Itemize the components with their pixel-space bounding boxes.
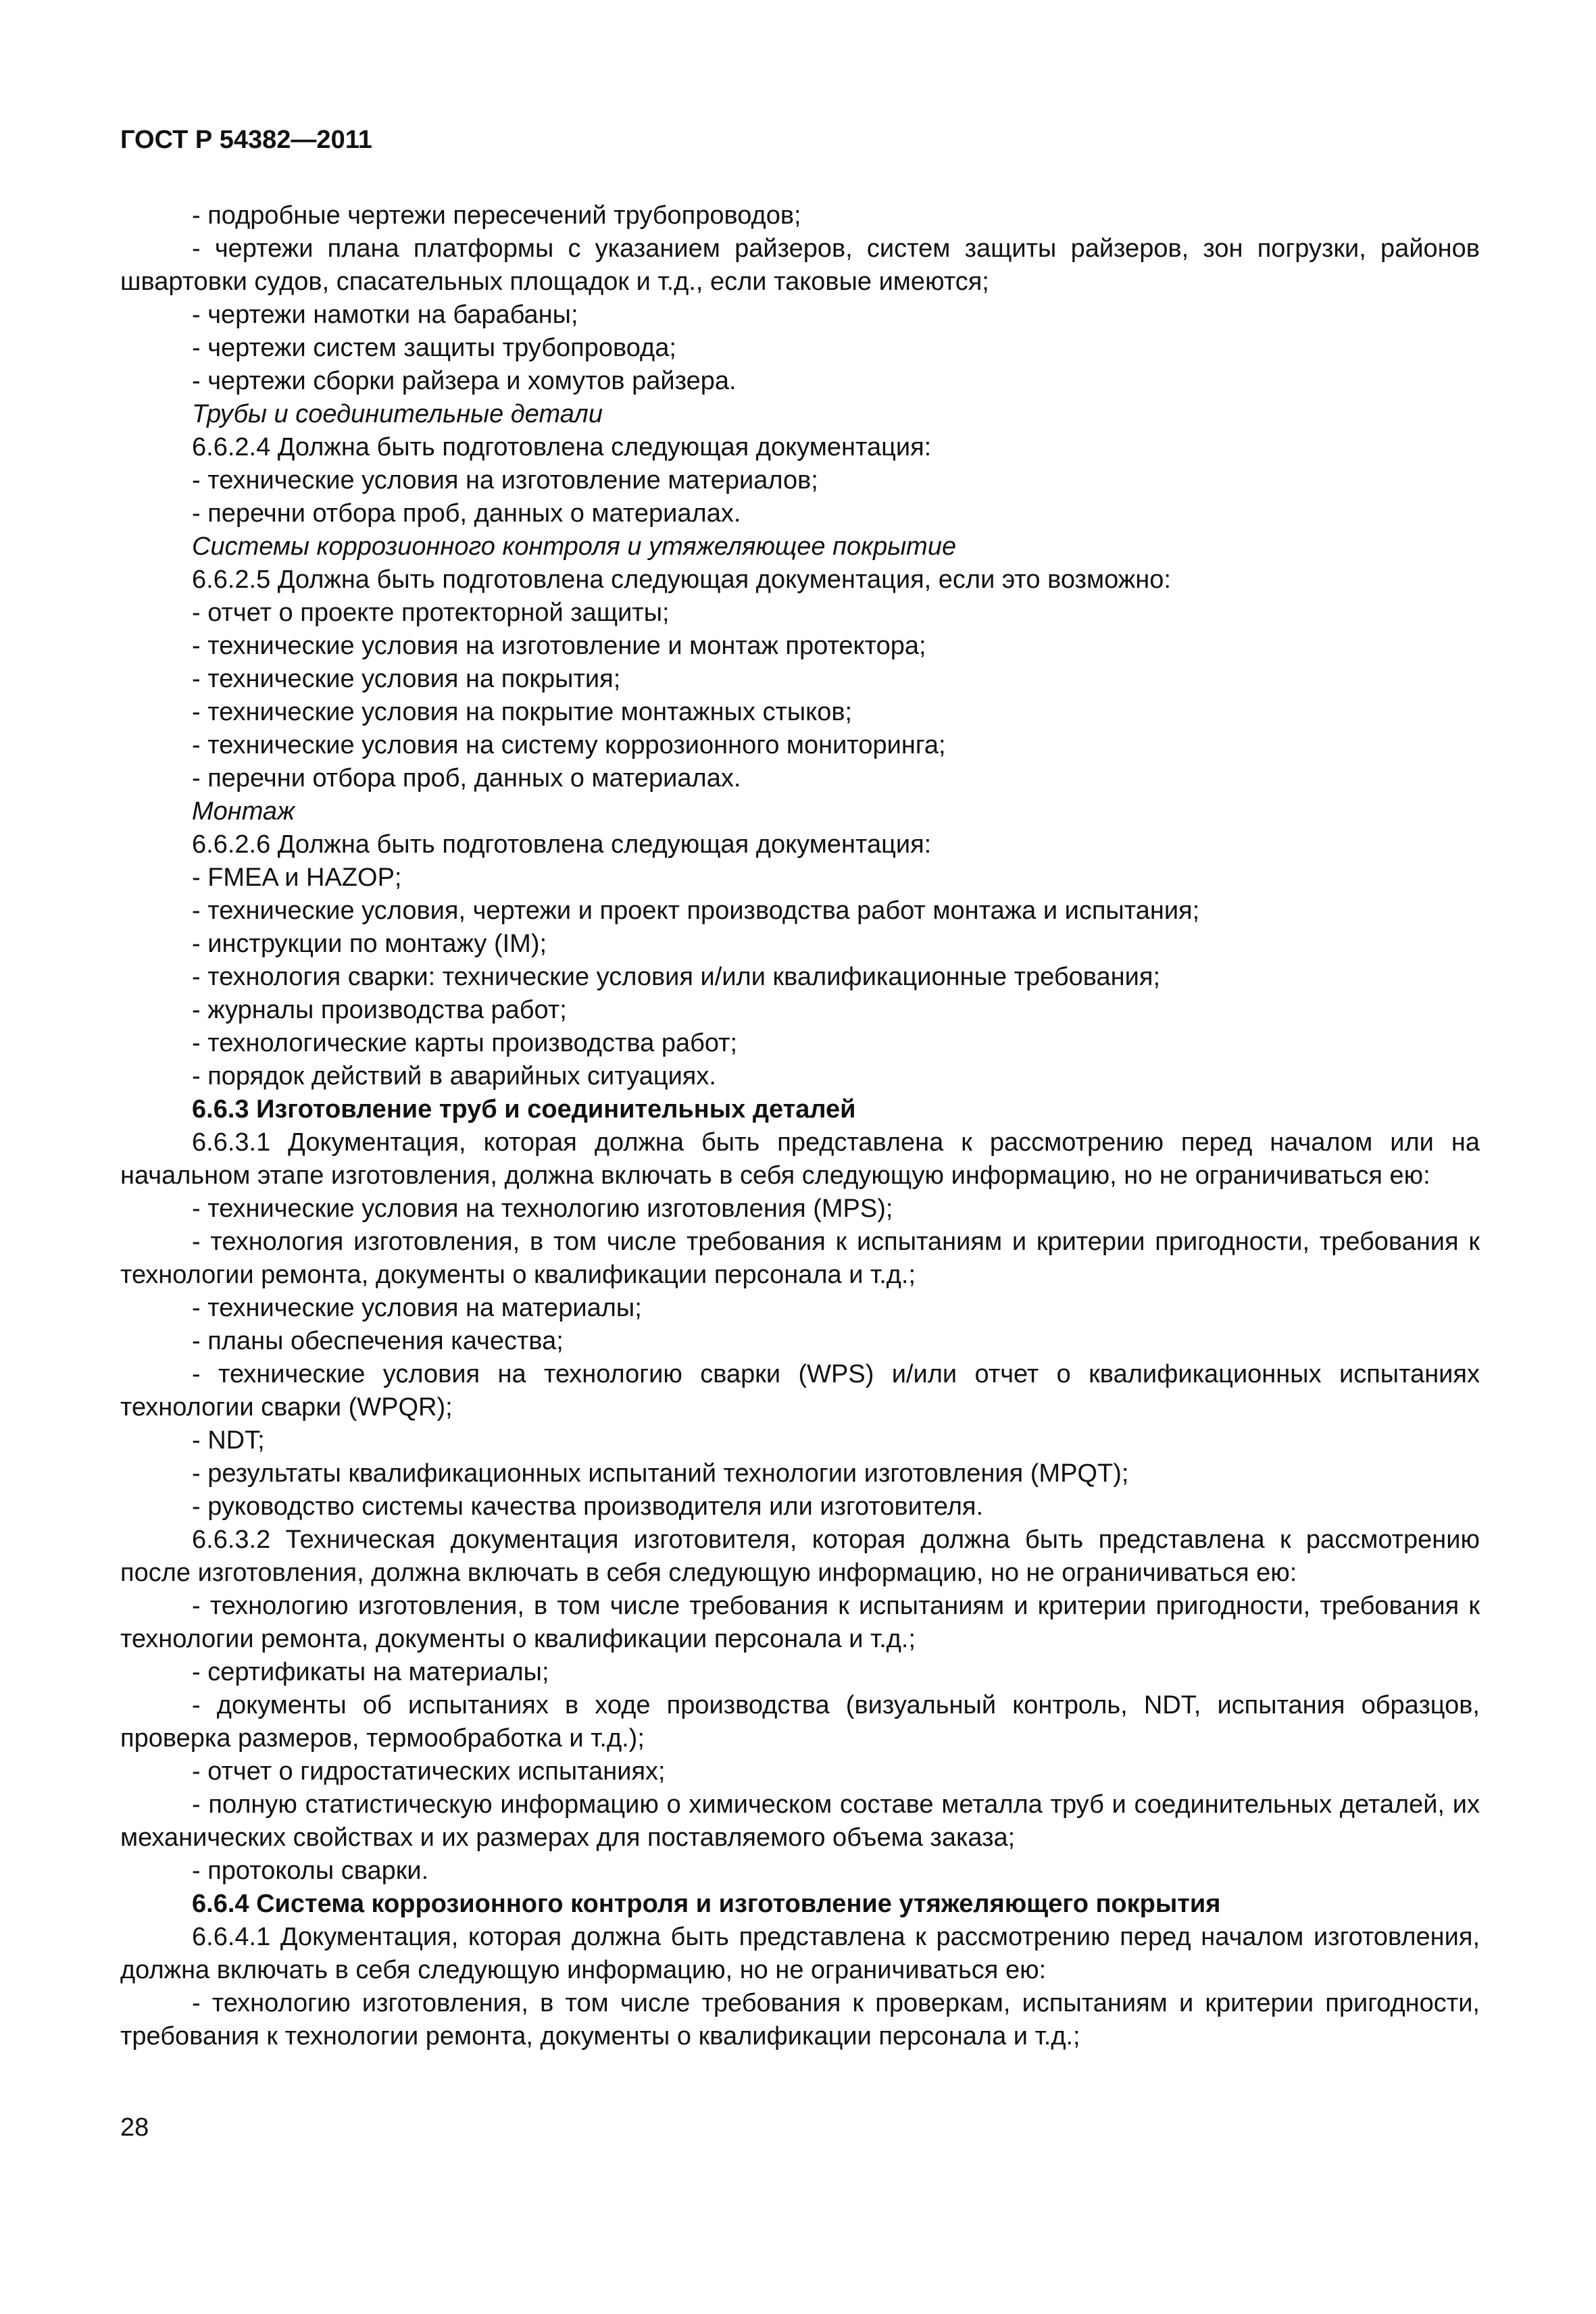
- body-paragraph: 6.6.3.1 Документация, которая должна быть представлена к рассмотрению перед началом или на начальном этапе изготовления, должна включать в себя следующую информацию, но не ограничиваться ею:: [120, 1128, 1480, 1190]
- section-heading: 6.6.4 Система коррозионного контроля и изготовление утяжеляющего покрытия: [192, 1890, 1221, 1918]
- document-code-header: ГОСТ Р 54382—2011: [120, 126, 372, 154]
- body-paragraph: 6.6.2.4 Должна быть подготовлена следующая документация:: [192, 433, 932, 461]
- body-paragraph: - подробные чертежи пересечений трубопроводов;: [192, 201, 801, 230]
- body-paragraph: - технологию изготовления, в том числе требования к испытаниям и критерии пригодности, требования к технологии ремонта, документы о квалификации персонала и т.д.;: [120, 1592, 1480, 1653]
- body-paragraph: - технологические карты производства работ;: [192, 1029, 738, 1057]
- body-paragraph: - перечни отбора проб, данных о материалах.: [192, 764, 741, 793]
- body-paragraph: - полную статистическую информацию о химическом составе металла труб и соединительных деталей, их механических свойствах и их размерах для поставляемого объема заказа;: [120, 1790, 1480, 1852]
- subsection-title: Трубы и соединительные детали: [192, 400, 603, 428]
- body-paragraph: - технические условия на покрытие монтажных стыков;: [192, 698, 853, 726]
- body-paragraph: - NDT;: [192, 1426, 265, 1455]
- body-paragraph: - технические условия на покрытия;: [192, 665, 621, 693]
- body-paragraph: - чертежи систем защиты трубопровода;: [192, 334, 676, 362]
- body-paragraph: - технические условия на технологию изготовления (MPS);: [192, 1194, 893, 1223]
- body-paragraph: - технические условия на изготовление и монтаж протектора;: [192, 632, 926, 660]
- body-paragraph: 6.6.4.1 Документация, которая должна быть представлена к рассмотрению перед началом изготовления, должна включать в себя следующую информацию, но не ограничиваться ею:: [120, 1923, 1480, 1984]
- body-paragraph: - инструкции по монтажу (IM);: [192, 930, 547, 958]
- body-paragraph: - FMEA и HAZOP;: [192, 863, 402, 892]
- body-paragraph: - чертежи плана платформы с указанием райзеров, систем защиты райзеров, зон погрузки, районов швартовки судов, спасательных площадок и т.д., если таковые имеются;: [120, 234, 1480, 296]
- body-paragraph: - технические условия на изготовление материалов;: [192, 466, 818, 495]
- body-paragraph: 6.6.2.6 Должна быть подготовлена следующая документация:: [192, 830, 932, 859]
- body-paragraph: 6.6.3.2 Техническая документация изготовителя, которая должна быть представлена к рассмотрению после изготовления, должна включать в себя следующую информацию, но не ограничиваться ею:: [120, 1526, 1480, 1587]
- body-paragraph: - документы об испытаниях в ходе производства (визуальный контроль, NDT, испытания образцов, проверка размеров, термообработка и т.д.);: [120, 1691, 1480, 1753]
- body-paragraph: - технические условия на технологию сварки (WPS) и/или отчет о квалификационных испытаниях технологии сварки (WPQR);: [120, 1360, 1480, 1422]
- body-paragraph: - технологию изготовления, в том числе требования к проверкам, испытаниям и критерии пригодности, требования к технологии ремонта, документы о квалификации персонала и т.д.;: [120, 1989, 1480, 2051]
- body-paragraph: - журналы производства работ;: [192, 996, 567, 1024]
- body-paragraph: - чертежи сборки райзера и хомутов райзера.: [192, 367, 737, 395]
- body-paragraph: 6.6.2.5 Должна быть подготовлена следующая документация, если это возможно:: [192, 565, 1171, 594]
- subsection-title: Системы коррозионного контроля и утяжеляющее покрытие: [192, 532, 957, 561]
- body-paragraph: - результаты квалификационных испытаний технологии изготовления (MPQT);: [192, 1459, 1129, 1488]
- body-paragraph: - технология изготовления, в том числе требования к испытаниям и критерии пригодности, требования к технологии ремонта, документы о квалификации персонала и т.д.;: [120, 1228, 1480, 1289]
- subsection-title: Монтаж: [192, 797, 295, 826]
- section-heading: 6.6.3 Изготовление труб и соединительных деталей: [192, 1095, 856, 1124]
- document-body: [120, 199, 1480, 2053]
- page-number: 28: [120, 2113, 149, 2142]
- body-paragraph: - сертификаты на материалы;: [192, 1658, 549, 1686]
- body-paragraph: - отчет о проекте протекторной защиты;: [192, 599, 670, 627]
- body-paragraph: - технология сварки: технические условия и/или квалификационные требования;: [192, 963, 1160, 991]
- body-paragraph: - отчет о гидростатических испытаниях;: [192, 1757, 666, 1786]
- body-paragraph: - планы обеспечения качества;: [192, 1327, 564, 1355]
- body-paragraph: - технические условия, чертежи и проект производства работ монтажа и испытания;: [192, 897, 1200, 925]
- body-paragraph: - порядок действий в аварийных ситуациях.: [192, 1062, 716, 1090]
- body-paragraph: - чертежи намотки на барабаны;: [192, 301, 578, 329]
- body-paragraph: - технические условия на систему коррозионного мониторинга;: [192, 731, 946, 759]
- body-paragraph: - руководство системы качества производителя или изготовителя.: [192, 1492, 984, 1521]
- body-paragraph: - протоколы сварки.: [192, 1857, 429, 1885]
- body-paragraph: - перечни отбора проб, данных о материалах.: [192, 499, 741, 528]
- body-paragraph: - технические условия на материалы;: [192, 1294, 642, 1322]
